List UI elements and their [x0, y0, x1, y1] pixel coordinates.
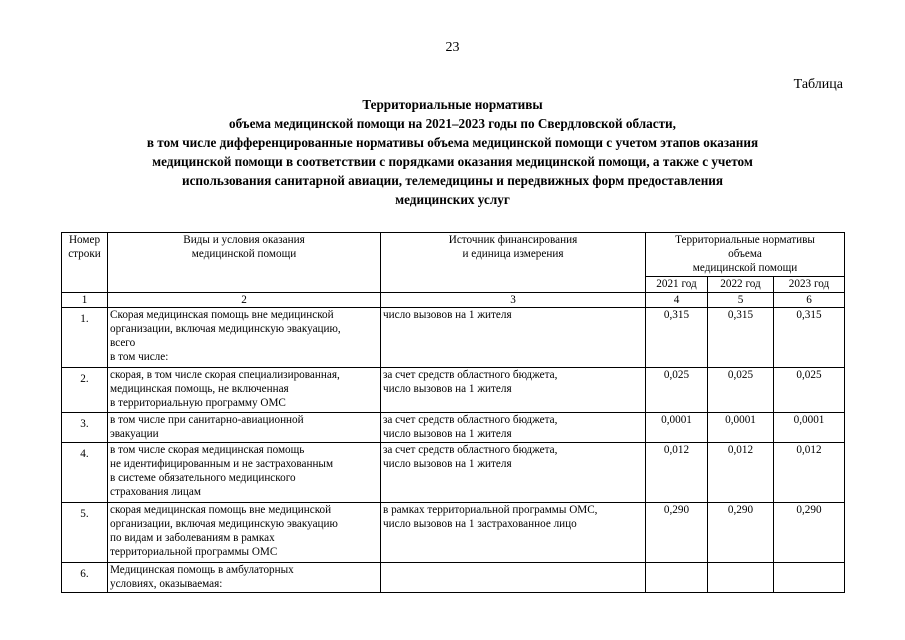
cell-line: за счет средств областного бюджета, — [383, 369, 558, 381]
column-number: 3 — [381, 293, 646, 308]
header-row-number — [62, 233, 108, 293]
cell-line: эвакуации — [110, 428, 159, 440]
row-value-2023: 0,012 — [774, 443, 845, 503]
title-line: Территориальные нормативы — [362, 97, 543, 112]
norms-table — [61, 232, 845, 593]
row-source — [381, 443, 646, 503]
cell-line: число вызовов на 1 застрахованное лицо — [383, 518, 577, 530]
row-value-2023: 0,315 — [774, 308, 845, 368]
cell-line: в том числе: — [110, 351, 169, 363]
header-text: строки — [68, 248, 101, 260]
row-value-2023: 0,0001 — [774, 413, 845, 443]
header-text: Номер — [68, 234, 101, 246]
table-row — [62, 413, 845, 443]
cell-line: за счет средств областного бюджета, — [383, 444, 558, 456]
header-year-2021: 2021 год — [646, 277, 708, 293]
cell-line: число вызовов на 1 жителя — [383, 428, 512, 440]
row-type — [108, 368, 381, 413]
row-value-2021 — [646, 563, 708, 593]
row-value-2021: 0,290 — [646, 503, 708, 563]
cell-line: в рамках территориальной программы ОМС, — [383, 504, 598, 516]
header-year-2022: 2022 год — [708, 277, 774, 293]
row-number: 2. — [62, 368, 108, 413]
title-line: в том числе дифференцированные нормативы объема медицинской помощи с учетом этапов оказания — [146, 135, 759, 150]
document-title — [60, 95, 845, 209]
row-number: 6. — [62, 563, 108, 593]
row-number: 5. — [62, 503, 108, 563]
column-number-row — [62, 293, 845, 308]
page-number: 23 — [445, 40, 460, 55]
cell-line: за счет средств областного бюджета, — [383, 414, 558, 426]
cell-line: в том числе скорая медицинская помощь — [110, 444, 305, 456]
row-value-2021: 0,0001 — [646, 413, 708, 443]
row-value-2023 — [774, 563, 845, 593]
row-value-2022: 0,012 — [708, 443, 774, 503]
header-text: медицинской помощи — [191, 248, 297, 260]
column-number: 5 — [708, 293, 774, 308]
cell-line: территориальной программы ОМС — [110, 546, 278, 558]
column-number: 1 — [62, 293, 108, 308]
row-source — [381, 503, 646, 563]
table-row — [62, 503, 845, 563]
header-types — [108, 233, 381, 293]
title-line: объема медицинской помощи на 2021–2023 годы по Свердловской области, — [229, 116, 676, 131]
row-value-2022 — [708, 563, 774, 593]
row-number: 1. — [62, 308, 108, 368]
row-value-2022: 0,290 — [708, 503, 774, 563]
cell-line: организации, включая медицинскую эвакуацию, — [110, 323, 341, 335]
row-value-2021: 0,012 — [646, 443, 708, 503]
row-source — [381, 368, 646, 413]
cell-line: условиях, оказываемая: — [110, 578, 223, 590]
cell-line: скорая, в том числе скорая специализированная, — [110, 369, 340, 381]
cell-line: скорая медицинская помощь вне медицинской — [110, 504, 332, 516]
header-norms — [646, 233, 845, 277]
title-line: медицинских услуг — [395, 192, 510, 207]
table-row — [62, 563, 845, 593]
title-line: использования санитарной авиации, телемедицины и передвижных форм предоставления — [181, 173, 724, 188]
cell-line: организации, включая медицинскую эвакуацию — [110, 518, 338, 530]
row-type — [108, 443, 381, 503]
table-row — [62, 443, 845, 503]
header-text: Виды и условия оказания — [183, 234, 305, 246]
cell-line: в системе обязательного медицинского — [110, 472, 296, 484]
row-source — [381, 563, 646, 593]
header-year-2023: 2023 год — [774, 277, 845, 293]
cell-line: по видам и заболеваниям в рамках — [110, 532, 275, 544]
column-number: 4 — [646, 293, 708, 308]
row-type — [108, 308, 381, 368]
table-label: Таблица — [793, 77, 843, 92]
row-source — [381, 413, 646, 443]
row-value-2021: 0,025 — [646, 368, 708, 413]
cell-line: число вызовов на 1 жителя — [383, 383, 512, 395]
row-type — [108, 503, 381, 563]
header-text: объема — [728, 248, 762, 260]
row-type — [108, 563, 381, 593]
row-number: 4. — [62, 443, 108, 503]
column-number: 6 — [774, 293, 845, 308]
row-value-2022: 0,025 — [708, 368, 774, 413]
column-number: 2 — [108, 293, 381, 308]
header-text: Территориальные нормативы — [675, 234, 815, 246]
cell-line: число вызовов на 1 жителя — [383, 309, 512, 321]
header-text: Источник финансирования — [448, 234, 578, 246]
cell-line: Медицинская помощь в амбулаторных — [110, 564, 294, 576]
cell-line: число вызовов на 1 жителя — [383, 458, 512, 470]
row-number: 3. — [62, 413, 108, 443]
cell-line: всего — [110, 337, 136, 349]
header-row — [62, 233, 845, 277]
header-text: и единица измерения — [462, 248, 564, 260]
table-row — [62, 308, 845, 368]
row-value-2022: 0,0001 — [708, 413, 774, 443]
title-line: медицинской помощи в соответствии с порядками оказания медицинской помощи, а также с учетом — [152, 154, 753, 169]
header-text: медицинской помощи — [692, 262, 798, 274]
cell-line: медицинская помощь, не включенная — [110, 383, 289, 395]
table-row — [62, 368, 845, 413]
row-value-2022: 0,315 — [708, 308, 774, 368]
row-value-2023: 0,290 — [774, 503, 845, 563]
cell-line: в том числе при санитарно-авиационной — [110, 414, 304, 426]
row-source — [381, 308, 646, 368]
cell-line: не идентифицированным и не застрахованным — [110, 458, 334, 470]
row-value-2021: 0,315 — [646, 308, 708, 368]
cell-line: в территориальную программу ОМС — [110, 397, 286, 409]
cell-line: страхования лицам — [110, 486, 201, 498]
cell-line: Скорая медицинская помощь вне медицинской — [110, 309, 334, 321]
header-source — [381, 233, 646, 293]
row-value-2023: 0,025 — [774, 368, 845, 413]
row-type — [108, 413, 381, 443]
